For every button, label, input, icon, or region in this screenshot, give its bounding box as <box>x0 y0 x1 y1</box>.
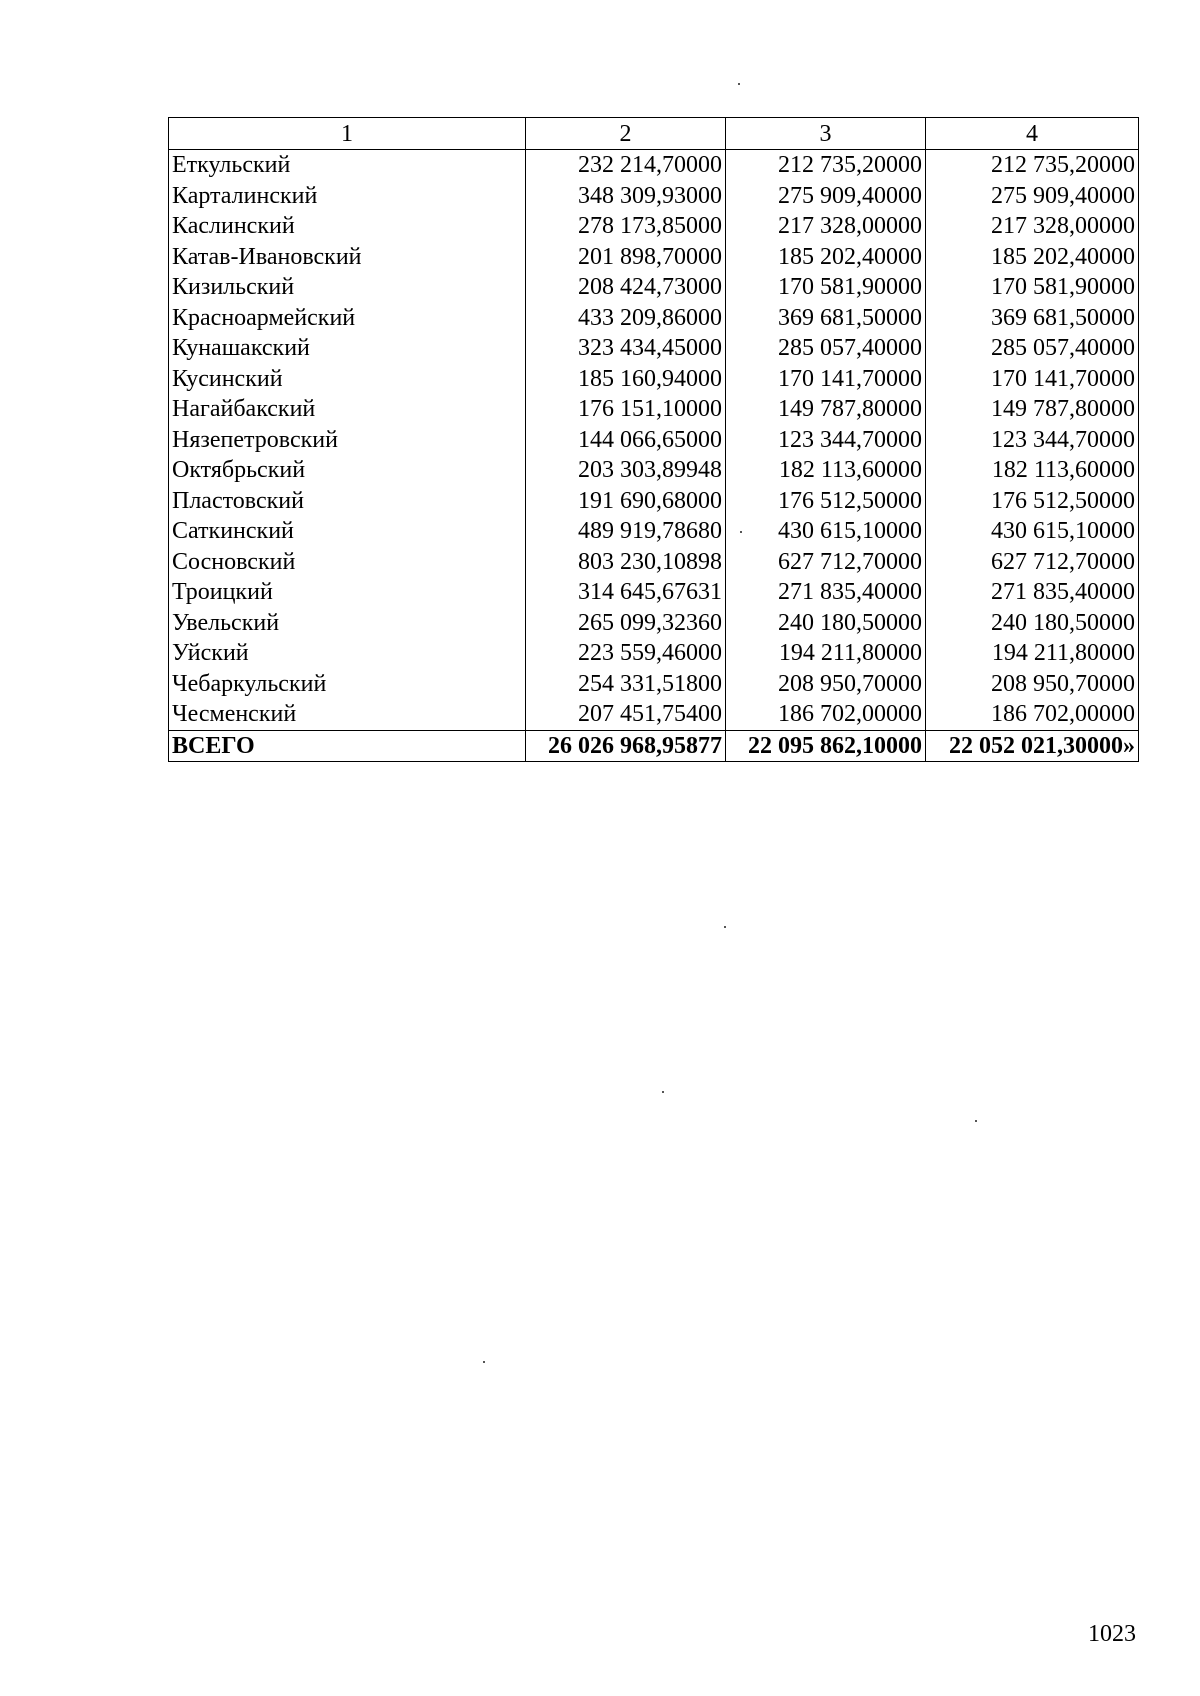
district-name: Каслинский <box>169 211 526 242</box>
value-col3: 275 909,40000 <box>726 181 926 212</box>
district-name: Саткинский <box>169 516 526 547</box>
district-name: Кунашакский <box>169 333 526 364</box>
table-row <box>169 211 1139 242</box>
scan-speck <box>662 1091 664 1093</box>
table-header <box>169 118 1139 150</box>
value-col3: 240 180,50000 <box>726 608 926 639</box>
district-name: Нагайбакский <box>169 394 526 425</box>
table-row <box>169 516 1139 547</box>
total-value-col2: 26 026 968,95877 <box>526 730 726 762</box>
value-col4: 123 344,70000 <box>926 425 1139 456</box>
column-header-2: 2 <box>526 118 726 150</box>
value-col2: 803 230,10898 <box>526 547 726 578</box>
value-col2: 176 151,10000 <box>526 394 726 425</box>
value-col3: 149 787,80000 <box>726 394 926 425</box>
total-value-col4: 22 052 021,30000» <box>926 730 1139 762</box>
value-col4: 430 615,10000 <box>926 516 1139 547</box>
table-row <box>169 425 1139 456</box>
table-row <box>169 364 1139 395</box>
value-col2: 185 160,94000 <box>526 364 726 395</box>
column-header-4: 4 <box>926 118 1139 150</box>
district-name: Красноармейский <box>169 303 526 334</box>
table-row <box>169 303 1139 334</box>
table-row <box>169 547 1139 578</box>
value-col4: 275 909,40000 <box>926 181 1139 212</box>
value-col2: 433 209,86000 <box>526 303 726 334</box>
value-col4: 186 702,00000 <box>926 699 1139 730</box>
value-col3: 176 512,50000 <box>726 486 926 517</box>
value-col4: 170 141,70000 <box>926 364 1139 395</box>
value-col3: 217 328,00000 <box>726 211 926 242</box>
value-col3: 271 835,40000 <box>726 577 926 608</box>
district-name: Чебаркульский <box>169 669 526 700</box>
value-col3: 186 702,00000 <box>726 699 926 730</box>
value-col4: 185 202,40000 <box>926 242 1139 273</box>
value-col4: 285 057,40000 <box>926 333 1139 364</box>
district-name: Сосновский <box>169 547 526 578</box>
value-col4: 149 787,80000 <box>926 394 1139 425</box>
value-col3: 170 141,70000 <box>726 364 926 395</box>
page-number: 1023 <box>1088 1621 1136 1647</box>
value-col3: 194 211,80000 <box>726 638 926 669</box>
value-col4: 212 735,20000 <box>926 150 1139 181</box>
scan-speck <box>975 1120 977 1122</box>
value-col3: 430 615,10000 <box>726 516 926 547</box>
value-col4: 369 681,50000 <box>926 303 1139 334</box>
value-col4: 627 712,70000 <box>926 547 1139 578</box>
value-col4: 208 950,70000 <box>926 669 1139 700</box>
value-col4: 194 211,80000 <box>926 638 1139 669</box>
column-header-3: 3 <box>726 118 926 150</box>
value-col2: 323 434,45000 <box>526 333 726 364</box>
value-col3: 170 581,90000 <box>726 272 926 303</box>
total-value-col3: 22 095 862,10000 <box>726 730 926 762</box>
table-row <box>169 272 1139 303</box>
value-col4: 240 180,50000 <box>926 608 1139 639</box>
district-name: Карталинский <box>169 181 526 212</box>
table-row <box>169 638 1139 669</box>
table-row <box>169 181 1139 212</box>
scan-speck <box>483 1361 485 1363</box>
value-col3: 212 735,20000 <box>726 150 926 181</box>
district-name: Еткульский <box>169 150 526 181</box>
value-col2: 203 303,89948 <box>526 455 726 486</box>
table-row <box>169 150 1139 181</box>
value-col2: 314 645,67631 <box>526 577 726 608</box>
table-row <box>169 242 1139 273</box>
table-row <box>169 577 1139 608</box>
value-col2: 278 173,85000 <box>526 211 726 242</box>
value-col3: 182 113,60000 <box>726 455 926 486</box>
value-col3: 123 344,70000 <box>726 425 926 456</box>
district-name: Троицкий <box>169 577 526 608</box>
value-col2: 489 919,78680 <box>526 516 726 547</box>
column-header-1: 1 <box>169 118 526 150</box>
district-name: Увельский <box>169 608 526 639</box>
scan-speck <box>738 83 740 85</box>
table-row <box>169 608 1139 639</box>
table-row <box>169 333 1139 364</box>
total-label: ВСЕГО <box>169 730 526 762</box>
value-col2: 208 424,73000 <box>526 272 726 303</box>
table-row <box>169 394 1139 425</box>
value-col2: 232 214,70000 <box>526 150 726 181</box>
value-col2: 265 099,32360 <box>526 608 726 639</box>
value-col4: 271 835,40000 <box>926 577 1139 608</box>
district-name: Кизильский <box>169 272 526 303</box>
value-col2: 348 309,93000 <box>526 181 726 212</box>
value-col3: 369 681,50000 <box>726 303 926 334</box>
value-col2: 254 331,51800 <box>526 669 726 700</box>
value-col3: 208 950,70000 <box>726 669 926 700</box>
table-row <box>169 669 1139 700</box>
value-col4: 176 512,50000 <box>926 486 1139 517</box>
value-col3: 285 057,40000 <box>726 333 926 364</box>
scan-speck <box>724 926 726 928</box>
table-body <box>169 150 1139 762</box>
scan-speck <box>740 531 742 533</box>
district-name: Пластовский <box>169 486 526 517</box>
district-name: Чесменский <box>169 699 526 730</box>
value-col4: 170 581,90000 <box>926 272 1139 303</box>
header-row <box>169 118 1139 150</box>
district-name: Уйский <box>169 638 526 669</box>
district-name: Кусинский <box>169 364 526 395</box>
value-col2: 201 898,70000 <box>526 242 726 273</box>
district-name: Катав-Ивановский <box>169 242 526 273</box>
table-row <box>169 699 1139 730</box>
district-name: Нязепетровский <box>169 425 526 456</box>
value-col2: 207 451,75400 <box>526 699 726 730</box>
table-row <box>169 455 1139 486</box>
district-budget-table <box>168 117 1139 762</box>
total-row <box>169 730 1139 762</box>
table-row <box>169 486 1139 517</box>
district-name: Октябрьский <box>169 455 526 486</box>
value-col2: 223 559,46000 <box>526 638 726 669</box>
value-col4: 217 328,00000 <box>926 211 1139 242</box>
value-col3: 627 712,70000 <box>726 547 926 578</box>
value-col4: 182 113,60000 <box>926 455 1139 486</box>
value-col2: 191 690,68000 <box>526 486 726 517</box>
value-col3: 185 202,40000 <box>726 242 926 273</box>
value-col2: 144 066,65000 <box>526 425 726 456</box>
